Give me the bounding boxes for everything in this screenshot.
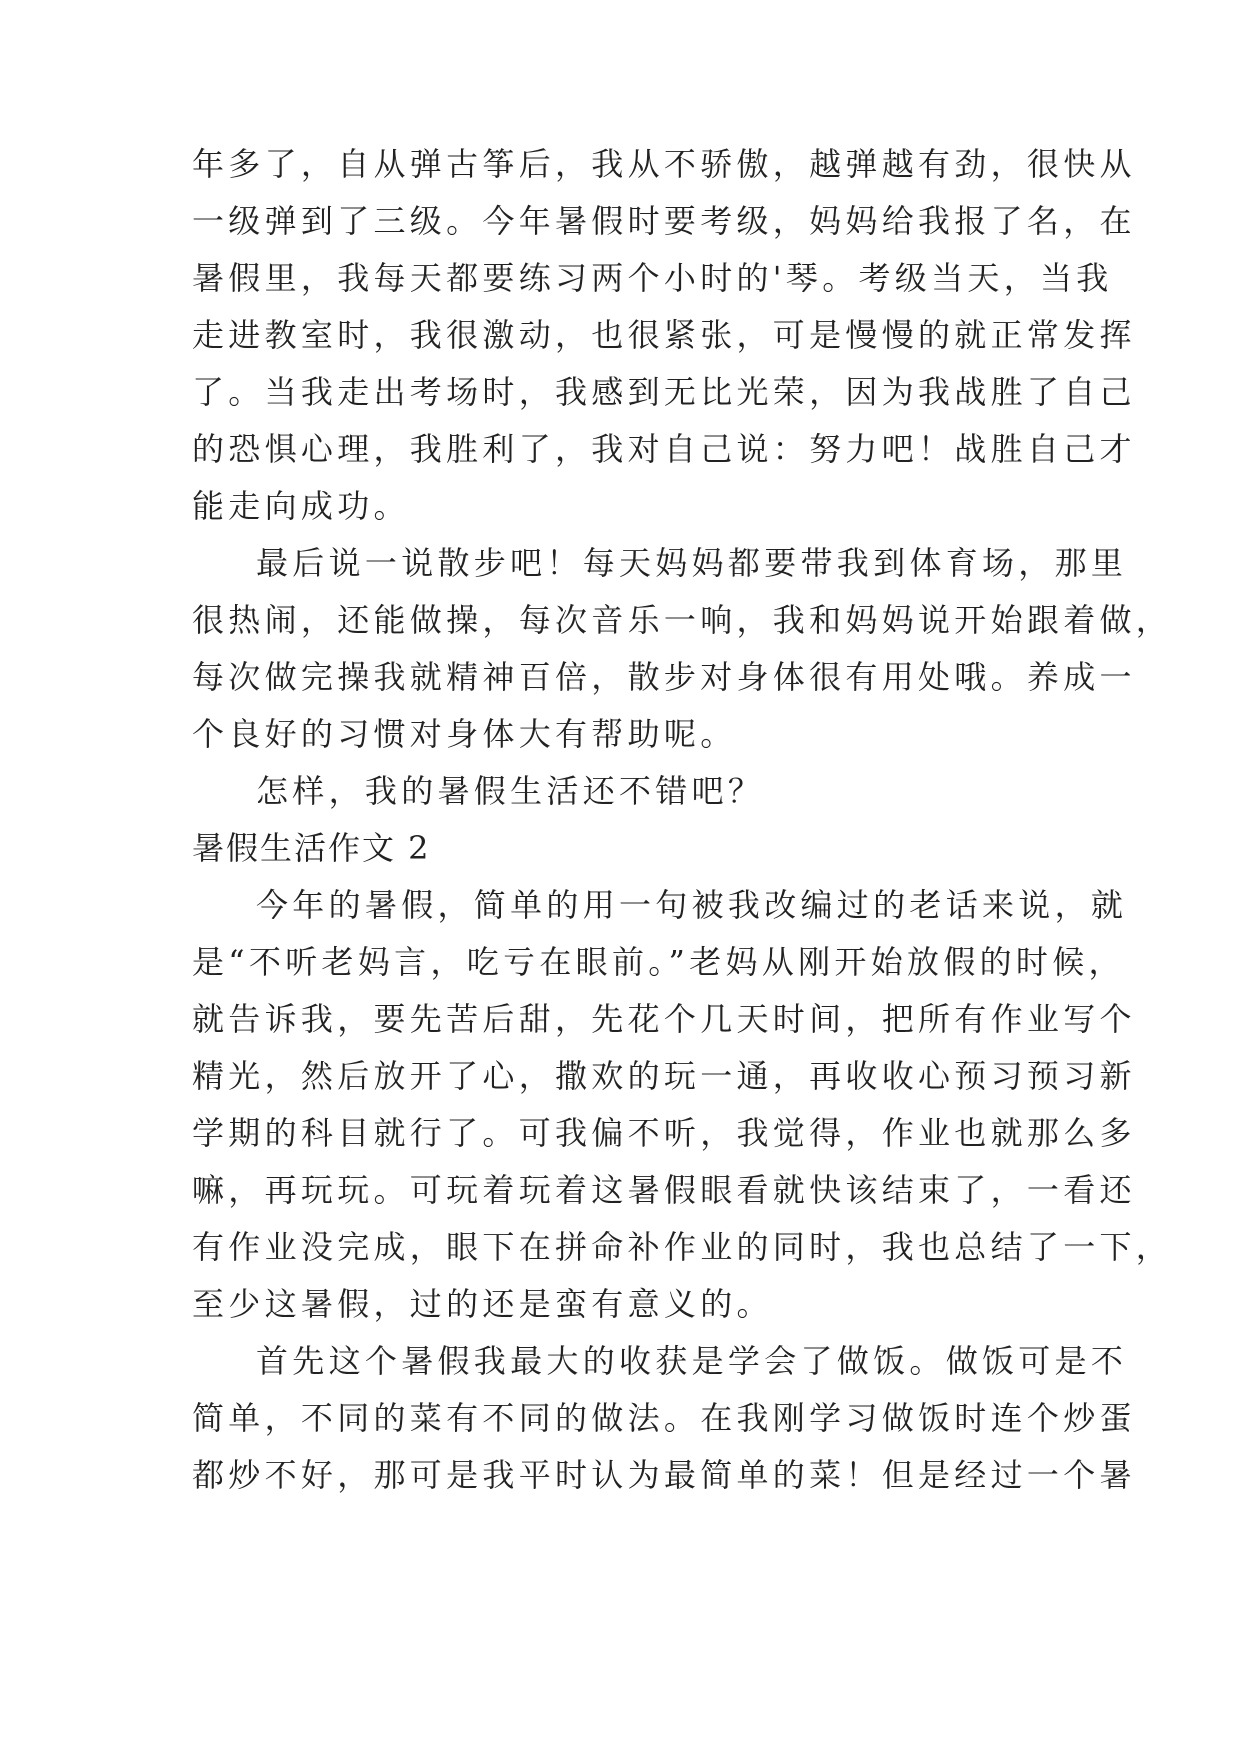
text-line: 都炒不好，那可是我平时认为最简单的菜！但是经过一个暑 <box>192 1456 1136 1494</box>
text-line: 很热闹，还能做操，每次音乐一响，我和妈妈说开始跟着做， <box>192 601 1173 639</box>
text-line: 了。当我走出考场时，我感到无比光荣，因为我战胜了自己 <box>192 373 1136 411</box>
section-heading: 暑假生活作文 2 <box>192 829 431 867</box>
text-line: 有作业没完成，眼下在拼命补作业的同时，我也总结了一下， <box>192 1228 1173 1266</box>
text-line: 是“不听老妈言，吃亏在眼前。”老妈从刚开始放假的时候， <box>192 943 1125 981</box>
text-line: 暑假里，我每天都要练习两个小时的'琴。考级当天，当我 <box>192 259 1113 297</box>
text-line: 走进教室时，我很激动，也很紧张，可是慢慢的就正常发挥 <box>192 316 1136 354</box>
text-line: 的恐惧心理，我胜利了，我对自己说：努力吧！战胜自己才 <box>192 430 1136 468</box>
text-line: 嘛，再玩玩。可玩着玩着这暑假眼看就快该结束了，一看还 <box>192 1171 1136 1209</box>
text-line: 个良好的习惯对身体大有帮助呢。 <box>192 715 737 753</box>
text-line: 就告诉我，要先苦后甜，先花个几天时间，把所有作业写个 <box>192 1000 1136 1038</box>
text-line: 学期的科目就行了。可我偏不听，我觉得，作业也就那么多 <box>192 1114 1136 1152</box>
paragraph-start-line: 今年的暑假，简单的用一句被我改编过的老话来说，就 <box>256 886 1128 924</box>
text-line: 每次做完操我就精神百倍，散步对身体很有用处哦。养成一 <box>192 658 1136 696</box>
paragraph-start-line: 最后说一说散步吧！每天妈妈都要带我到体育场，那里 <box>256 544 1128 582</box>
paragraph-start-line: 首先这个暑假我最大的收获是学会了做饭。做饭可是不 <box>256 1342 1128 1380</box>
text-line: 年多了，自从弹古筝后，我从不骄傲，越弹越有劲，很快从 <box>192 145 1136 183</box>
text-line: 至少这暑假，过的还是蛮有意义的。 <box>192 1285 773 1323</box>
text-line: 一级弹到了三级。今年暑假时要考级，妈妈给我报了名，在 <box>192 202 1136 240</box>
text-line: 精光，然后放开了心，撒欢的玩一通，再收收心预习预习新 <box>192 1057 1136 1095</box>
text-line: 能走向成功。 <box>192 487 410 525</box>
paragraph-start-line: 怎样，我的暑假生活还不错吧？ <box>256 772 765 810</box>
text-line: 简单，不同的菜有不同的做法。在我刚学习做饭时连个炒蛋 <box>192 1399 1136 1437</box>
